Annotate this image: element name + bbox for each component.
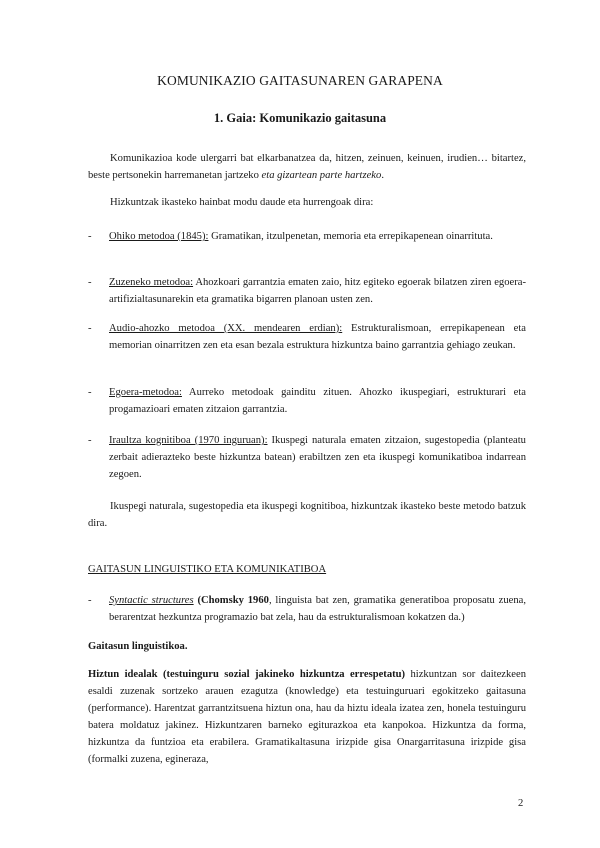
method-item [88,320,526,354]
subsection-heading: Gaitasun linguistikoa. [88,641,188,652]
list-dash: - [88,435,92,446]
final-text: hizkuntzan sor daitezkeen esaldi zuzenak sortzeko arauen ezagutza (knowledge) eta testuinguruari egokitzeko gaitasuna (performance). Harentzat garrantzitsuena hiztun ona, hau da hiztu ideala izatea zen, honela testuinguru batera moldatuz jakinez. Hizkuntzaren barneko egiturazkoa eta kanpokoa. Hizkuntza da forma, hizkuntza da funtzioa eta erabilera. Gramatikaltasuna irizpide gisa Onargarritasuna irizpide gisa (formalki zuzena, egineraza, [88,669,526,765]
list-dash: - [88,231,92,242]
chomsky-title: Syntactic structures [109,595,194,606]
list-dash: - [88,323,92,334]
method-item [88,432,526,483]
method-item [88,274,526,308]
method-text: Ikuspegi naturala ematen zitzaion, sugestopedia (planteatu zerbait adierazteko beste hizkuntza batean) erabiltzen zen eta ikuspegi komunikatiboa indarrean zegoen. [109,435,526,480]
method-title: Iraultza kognitiboa (1970 inguruan): [109,435,268,446]
list-dash: - [88,277,92,288]
methods-intro: Hizkuntzak ikasteko hainbat modu daude eta hurrengoak dira: [110,197,374,208]
method-text: Ahozkoari garrantzia ematen zaio, hitz egiteko egoerak bilatzen ziren egoera-artifizialtasunarekin eta gramatika bigarren planoan usten zen. [109,277,526,305]
method-text: Aurreko metodoak gainditu zituen. Ahozko ikuspegiari, estrukturari eta progamazioari ematen zitzaion garrantzia. [109,387,526,415]
final-bold: Hiztun idealak (testuinguru sozial jakineko hizkuntza errespetatu) [88,669,406,680]
document-title: KOMUNIKAZIO GAITASUNAREN GARAPENA [157,73,443,88]
intro-text: Komunikazioa kode ulergarri bat elkarbanatzea da, hitzen, zeinuen, keinuen, irudien… bitartez, beste pertsonekin harremanetan jartzeko [88,153,526,181]
chapter-heading: 1. Gaia: Komunikazio gaitasuna [213,111,387,125]
list-dash: - [88,387,92,398]
section-heading: GAITASUN LINGUISTIKO ETA KOMUNIKATIBOA [88,564,327,575]
final-paragraph [88,666,526,768]
intro-italic: eta gizartean parte hartzeko [261,170,382,181]
chomsky-text: , linguista bat zen, gramatika generatiboa proposatu zuena, berarentzat hezkuntza programazio bat zela, hau da estrukturalismoan kokatzen da.) [109,595,526,623]
list-dash: - [88,595,92,606]
intro-end: . [381,170,384,181]
method-title: Ohiko metodoa (1845): [109,231,209,242]
method-item [88,228,526,245]
method-text: Estrukturalismoan, errepikapenean eta memorian oinarritzen zen eta esan bezala estruktura hizkuntza baino garrantzia gehiago zeukan. [109,323,526,351]
chomsky-bold: (Chomsky 1960 [193,595,269,606]
summary-paragraph: Ikuspegi naturala, sugestopedia eta ikuspegi kognitiboa, hizkuntzak ikasteko beste metodo batzuk dira. [88,501,526,529]
method-title: Zuzeneko metodoa: [109,277,194,288]
method-title: Audio-ahozko metodoa (XX. mendearen erdian): [109,323,343,334]
method-item [88,384,526,418]
intro-paragraph [88,150,526,184]
method-title: Egoera-metodoa: [109,387,182,398]
method-text: Gramatikan, itzulpenetan, memoria eta errepikapenean oinarrituta. [208,231,493,242]
chomsky-item [88,592,526,626]
page-number: 2 [518,798,524,809]
